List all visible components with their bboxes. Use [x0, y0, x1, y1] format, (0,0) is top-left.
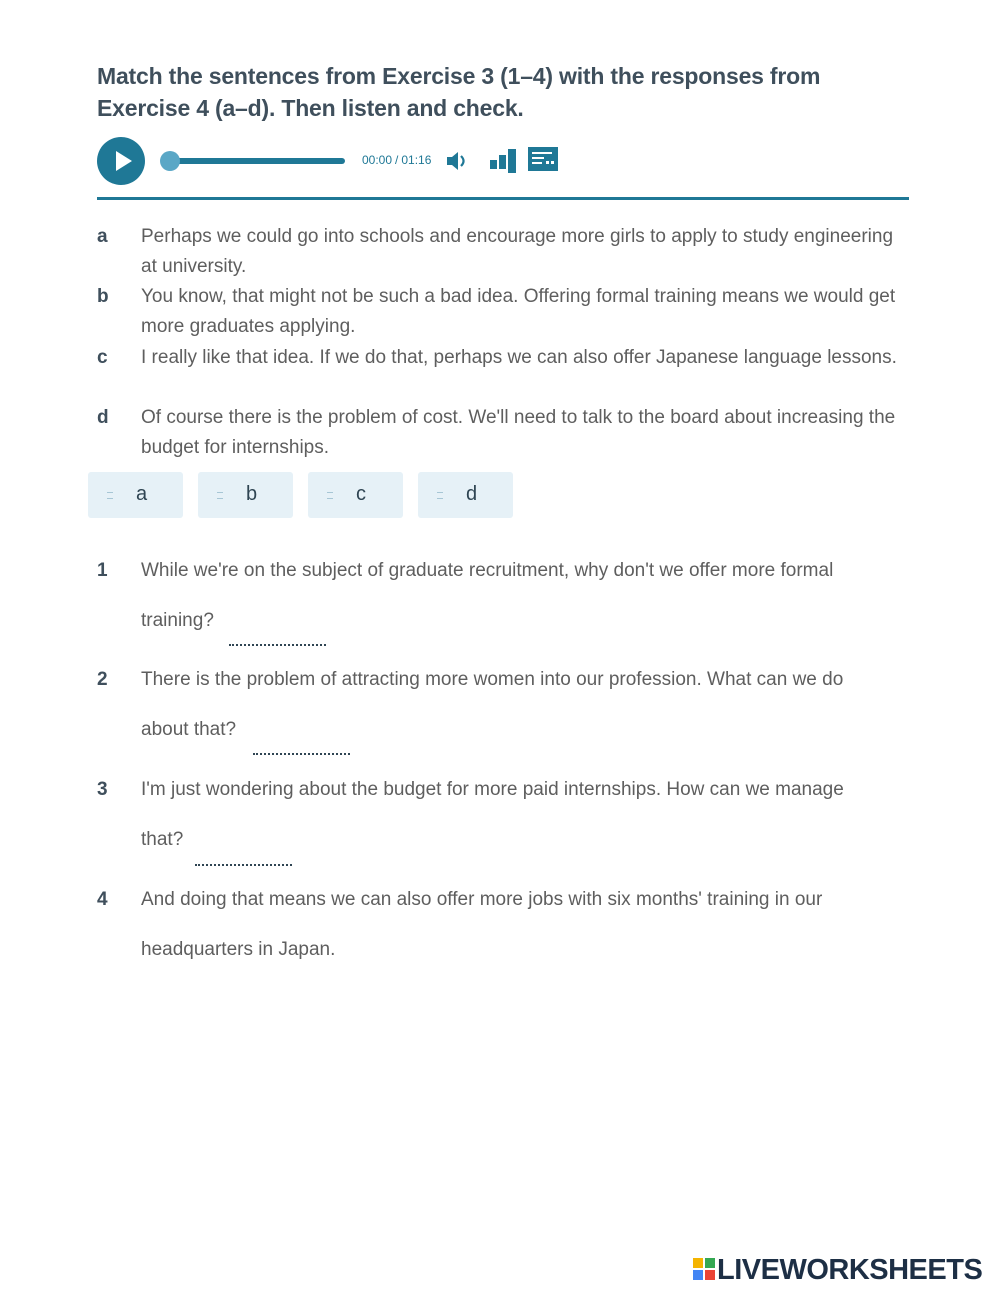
logo-blocks-icon — [693, 1258, 715, 1280]
question-text: And doing that means we can also offer more jobs with six months' training in our — [141, 889, 823, 910]
question-text: While we're on the subject of graduate recruitment, why don't we offer more formal — [141, 560, 834, 581]
drag-option-label: c — [356, 483, 366, 505]
drag-handle-icon — [327, 492, 333, 499]
response-text: You know, that might not be such a bad idea. Offering formal training means we would get more graduates applying. — [141, 286, 896, 337]
audio-time-separator: / — [395, 153, 399, 167]
audio-time-display — [362, 153, 431, 167]
question-text: There is the problem of attracting more women into our profession. What can we do — [141, 669, 844, 690]
response-text: Perhaps we could go into schools and encourage more girls to apply to study engineering at university. — [141, 226, 894, 277]
response-letter: a — [97, 226, 108, 247]
audio-progress-track[interactable] — [163, 158, 345, 164]
drag-option-label: b — [246, 483, 258, 505]
audio-player — [97, 137, 567, 185]
play-icon — [97, 137, 145, 185]
question-text-continued: about that? — [141, 719, 237, 740]
question-text-continued: training? — [141, 610, 214, 631]
audio-duration: 01:16 — [401, 153, 432, 167]
playback-speed-icon[interactable] — [489, 148, 521, 174]
answer-drop-zone-1[interactable] — [229, 620, 326, 646]
instructions-heading: Match the sentences from Exercise 3 (1–4) with the responses from Exercise 4 (a–d). Then listen and check. — [97, 63, 821, 121]
question-number: 4 — [97, 889, 108, 910]
logo-wordmark: LIVEWORKSHEETS — [717, 1254, 983, 1286]
drag-option-label: d — [466, 483, 478, 505]
drag-option-b[interactable] — [198, 472, 293, 518]
response-letter: d — [97, 407, 109, 428]
drag-handle-icon — [437, 492, 443, 499]
response-text: I really like that idea. If we do that, perhaps we can also offer Japanese language lessons. — [141, 347, 897, 368]
divider-line — [97, 197, 909, 200]
response-letter: b — [97, 286, 109, 307]
transcript-icon[interactable] — [527, 146, 559, 172]
audio-seek-handle[interactable] — [160, 151, 180, 171]
drag-option-d[interactable] — [418, 472, 513, 518]
audio-current-time: 00:00 — [362, 153, 393, 167]
drag-option-c[interactable] — [308, 472, 403, 518]
play-button[interactable] — [97, 137, 145, 185]
drag-option-a[interactable] — [88, 472, 183, 518]
question-number: 3 — [97, 779, 108, 800]
question-number: 2 — [97, 669, 108, 690]
drag-handle-icon — [107, 492, 113, 499]
question-number: 1 — [97, 560, 108, 581]
drag-handle-icon — [217, 492, 223, 499]
question-text-continued: that? — [141, 829, 184, 850]
question-text-continued: headquarters in Japan. — [141, 939, 336, 960]
drag-option-label: a — [136, 483, 148, 505]
answer-drop-zone-3[interactable] — [195, 840, 292, 866]
answer-drop-zone-2[interactable] — [253, 729, 350, 755]
volume-icon[interactable] — [445, 149, 471, 173]
response-text: Of course there is the problem of cost. We'll need to talk to the board about increasing the budget for internships. — [141, 407, 896, 458]
question-text: I'm just wondering about the budget for more paid internships. How can we manage — [141, 779, 844, 800]
response-letter: c — [97, 347, 108, 368]
